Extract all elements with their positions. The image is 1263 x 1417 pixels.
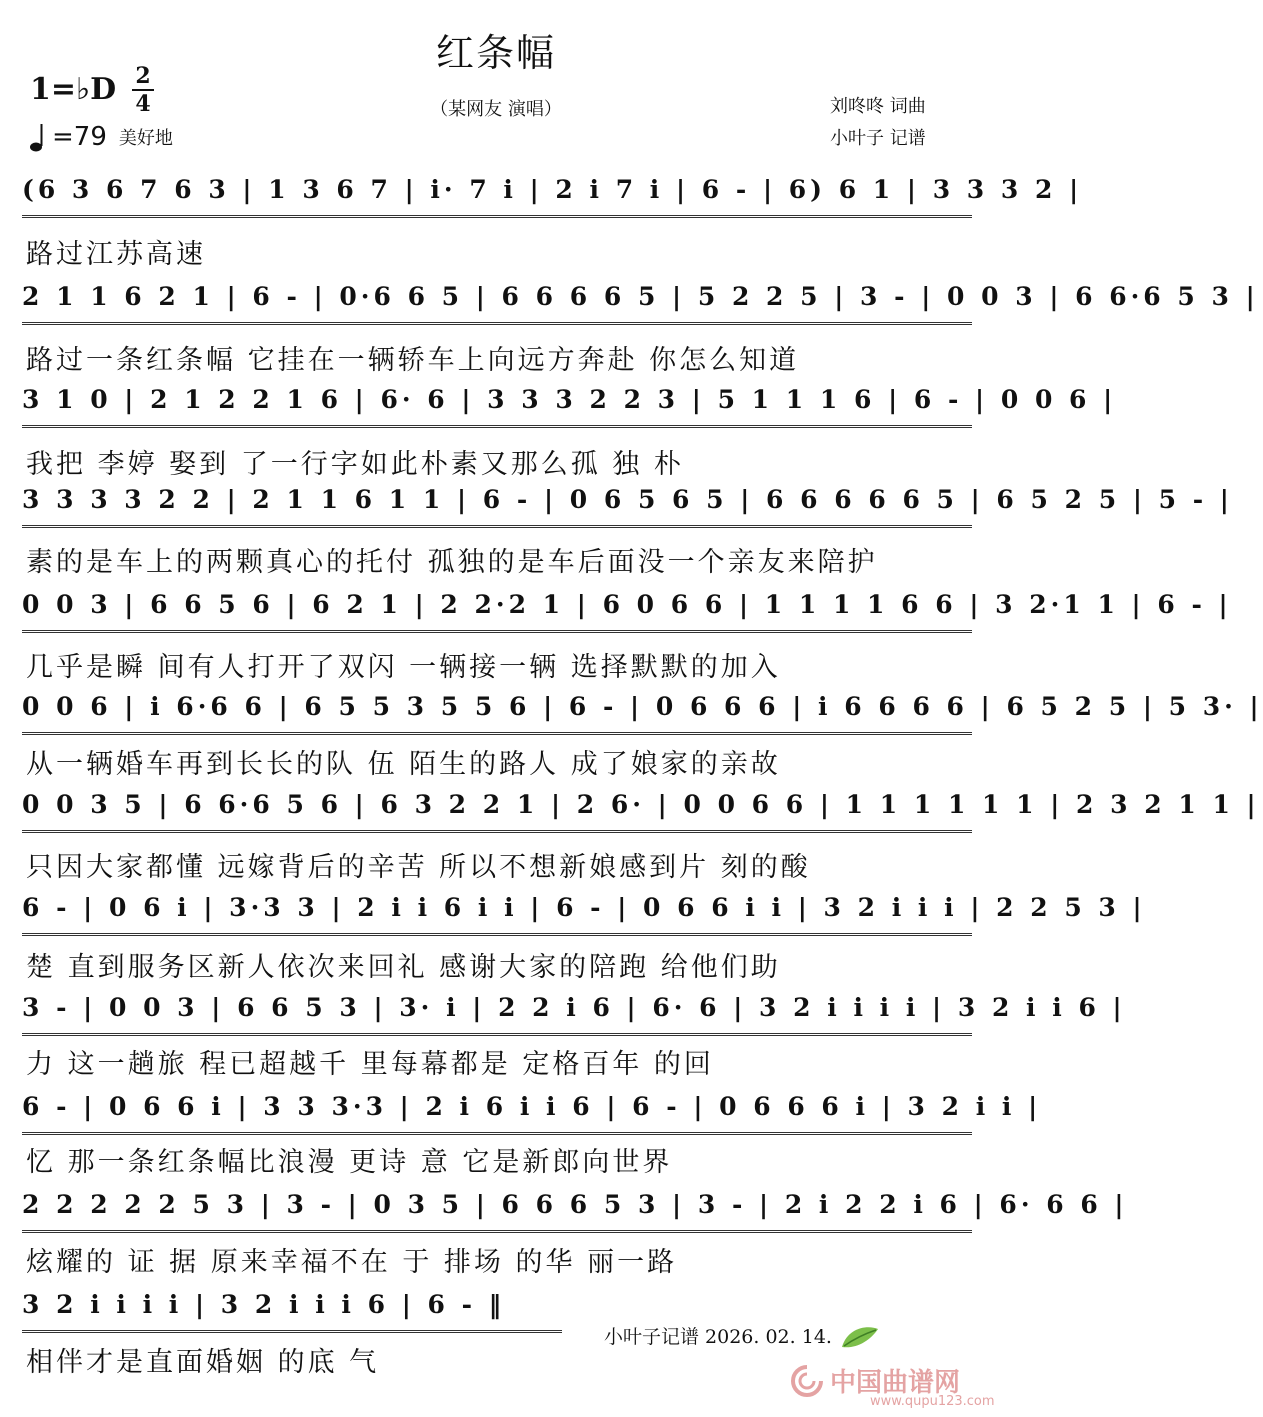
- lyric-line-11: 炫耀的 证 据 原来幸福不在 于 排场 的华 丽一路: [26, 1247, 678, 1278]
- lyric-line-3: 我把 李婷 娶到 了一行字如此朴素又那么孤 独 朴: [26, 449, 684, 480]
- signoff-text: 小叶子记谱 2026. 02. 14.: [604, 1326, 832, 1348]
- lyric-line-6: 从一辆婚车再到长长的队 伍 陌生的路人 成了娘家的亲故: [26, 749, 781, 780]
- time-signature-top: 2: [135, 63, 151, 89]
- lyric-line-5: 几乎是瞬 间有人打开了双闪 一辆接一辆 选择默默的加入: [26, 652, 781, 683]
- transcriber-signoff: [604, 1322, 882, 1353]
- lyric-line-8: 楚 直到服务区新人依次来回礼 感谢大家的陪跑 给他们助: [26, 952, 781, 983]
- music-line-3: 3 1 0 | 2 1 2 2 1 6 | 6· 6 | 3 3 3 2 2 3 | 5 1 1 1 6 | 6 - | 0 0 6 |: [22, 385, 972, 428]
- song-title: 红条幅: [435, 31, 556, 75]
- music-line-6: 0 0 6 | i 6·6 6 | 6 5 5 3 5 5 6 | 6 - | 0 6 6 6 | i 6 6 6 6 | 6 5 2 5 | 5 3· |: [22, 692, 972, 735]
- music-line-5: 0 0 3 | 6 6 5 6 | 6 2 1 | 2 2·2 1 | 6 0 6 6 | 1 1 1 1 6 6 | 3 2·1 1 | 6 - |: [22, 590, 972, 633]
- lyric-line-1: 路过江苏高速: [26, 239, 206, 270]
- performer-note: （某网友 演唱）: [430, 99, 562, 120]
- watermark-url: www.qupu123.com: [870, 1394, 995, 1409]
- quarter-note-icon: [30, 122, 46, 152]
- lyric-line-12: 相伴才是直面婚姻 的底 气: [26, 1347, 380, 1378]
- tempo-mood: 美好地: [118, 128, 173, 149]
- time-signature: [128, 64, 158, 116]
- tempo-marking: [30, 122, 173, 152]
- time-signature-bottom: 4: [135, 91, 151, 117]
- credit-words-music: 刘咚咚 词曲: [830, 96, 926, 117]
- music-line-10: 6 - | 0 6 6 i | 3 3 3·3 | 2 i 6 i i 6 | 6 - | 0 6 6 6 i | 3 2 i i |: [22, 1092, 972, 1135]
- music-line-7: 0 0 3 5 | 6 6·6 5 6 | 6 3 2 2 1 | 2 6· | 0 0 6 6 | 1 1 1 1 1 1 | 2 3 2 1 1 |: [22, 790, 972, 833]
- site-logo-icon: [790, 1364, 824, 1398]
- music-line-8: 6 - | 0 6 i | 3·3 3 | 2 i i 6 i i | 6 - | 0 6 6 i i | 3 2 i i i | 2 2 5 3 |: [22, 893, 972, 936]
- site-watermark: [790, 1362, 995, 1412]
- key-signature: 1=♭D: [30, 72, 117, 107]
- music-line-11: 2 2 2 2 2 5 3 | 3 - | 0 3 5 | 6 6 6 5 3 | 3 - | 2 i 2 2 i 6 | 6· 6 6 |: [22, 1190, 972, 1233]
- music-line-12: 3 2 i i i i | 3 2 i i i 6 | 6 - ‖: [22, 1290, 562, 1333]
- lyric-line-10: 忆 那一条红条幅比浪漫 更诗 意 它是新郎向世界: [26, 1147, 673, 1178]
- lyric-line-4: 素的是车上的两颗真心的托付 孤独的是车后面没一个亲友来陪护: [26, 547, 878, 578]
- music-line-4: 3 3 3 3 2 2 | 2 1 1 6 1 1 | 6 - | 0 6 5 6 5 | 6 6 6 6 6 5 | 6 5 2 5 | 5 - |: [22, 485, 972, 528]
- music-line-2: 2 1 1 6 2 1 | 6 - | 0·6 6 5 | 6 6 6 6 5 | 5 2 2 5 | 3 - | 0 0 3 | 6 6·6 5 3 |: [22, 282, 972, 325]
- music-line-9: 3 - | 0 0 3 | 6 6 5 3 | 3· i | 2 2 i 6 | 6· 6 | 3 2 i i i i | 3 2 i i 6 |: [22, 993, 972, 1036]
- lyric-line-9: 力 这一趟旅 程已超越千 里每幕都是 定格百年 的回: [26, 1049, 714, 1080]
- credit-notation: 小叶子 记谱: [830, 128, 926, 149]
- music-line-1: (6 3 6 7 6 3 | 1 3 6 7 | i· 7 i | 2 i 7 i | 6 - | 6) 6 1 | 3 3 3 2 |: [22, 175, 972, 218]
- tea-leaf-icon: [838, 1323, 882, 1353]
- watermark-brand: 中国曲谱网: [830, 1368, 961, 1398]
- tempo-value: =79: [52, 122, 107, 152]
- lyric-line-2: 路过一条红条幅 它挂在一辆轿车上向远方奔赴 你怎么知道: [26, 345, 800, 376]
- lyric-line-7: 只因大家都懂 远嫁背后的辛苦 所以不想新娘感到片 刻的酸: [26, 852, 811, 883]
